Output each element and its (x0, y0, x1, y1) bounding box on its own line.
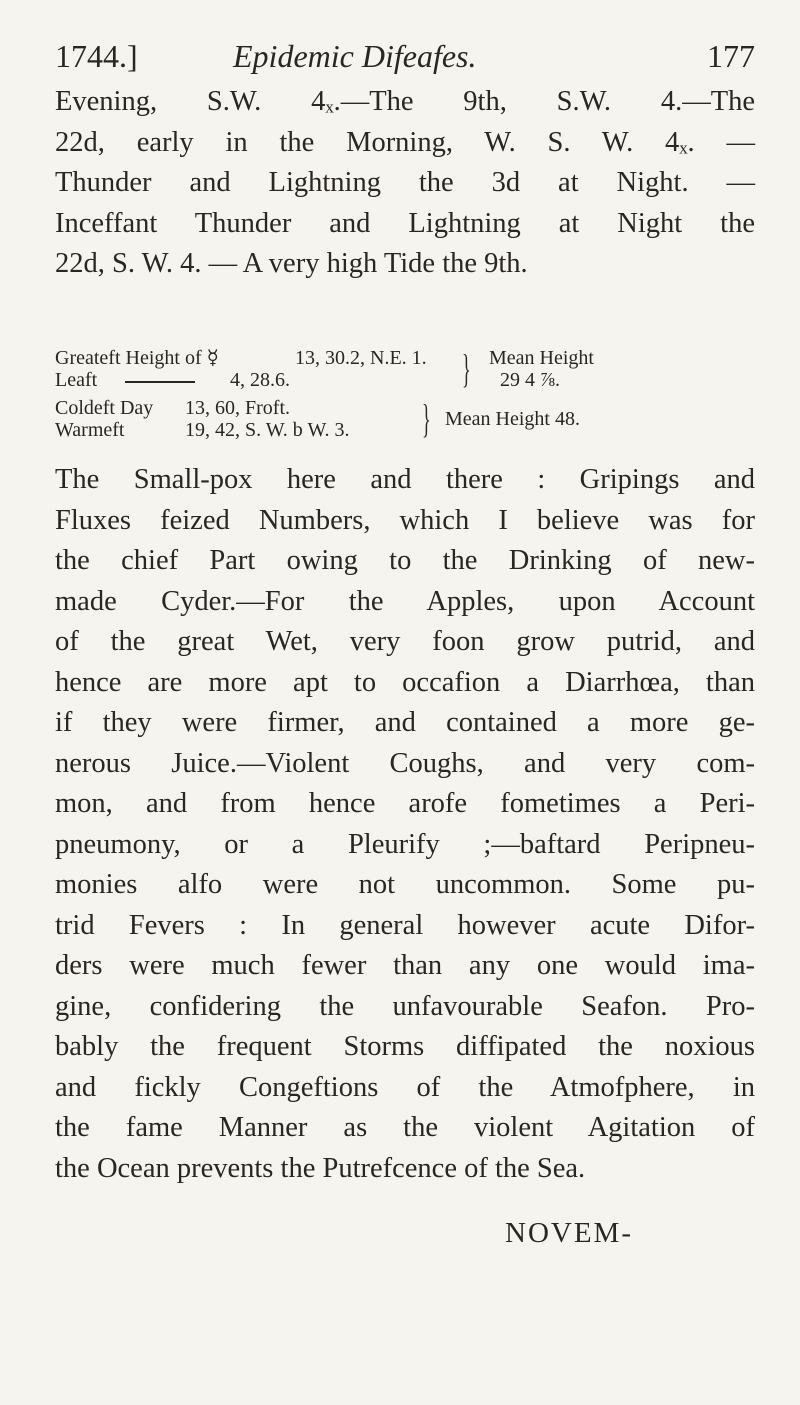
catchword: NOVEM- (505, 1217, 633, 1249)
mean-height-value: 29 4 ⅞. (500, 369, 560, 391)
text-line: Thunder and Lightning the 3d at Night. — (55, 167, 755, 198)
greatest-height-label: Greateft Height of ☿ (55, 347, 219, 369)
text-line: bably the frequent Storms diffipated the noxious (55, 1031, 755, 1062)
text-line: The Small-pox here and there : Gripings and (55, 464, 755, 495)
text-line: Fluxes feized Numbers, which I believe was for (55, 504, 755, 536)
text-line: Inceffant Thunder and Lightning at Night the (55, 207, 755, 239)
text-line: hence are more apt to occafion a Diarrhœa, than (55, 666, 755, 698)
text-line: mon, and from hence arofe fometimes a Peri- (55, 788, 755, 819)
text-line: Evening, S.W. 4ₓ.—The 9th, S.W. 4.—The (55, 86, 755, 117)
text-line: gine, confidering the unfavourable Seafon. Pro- (55, 990, 755, 1022)
text-line: the Ocean prevents the Putrefcence of the Sea. (55, 1152, 586, 1184)
text-line: 22d, early in the Morning, W. S. W. 4ₓ. — (55, 126, 755, 158)
text-line: and fickly Congeftions of the Atmofphere, in (55, 1071, 755, 1103)
text-line: pneumony, or a Pleurify ;—baftard Peripneu- (55, 828, 755, 860)
header-year: 1744.] (55, 38, 138, 74)
mean-temperature: Mean Height 48. (445, 408, 580, 430)
paragraph-diseases (55, 460, 755, 1189)
table-dash (125, 381, 195, 383)
least-height-label: Leaft (55, 369, 98, 391)
warmest-day-value: 19, 42, S. W. b W. 3. (185, 419, 350, 441)
brace-icon: } (462, 346, 471, 391)
running-header (55, 38, 755, 86)
paragraph-weather-notes (55, 82, 755, 285)
text-line: monies alfo were not uncommon. Some pu- (55, 869, 755, 900)
text-line: ders were much fewer than any one would ima- (55, 950, 755, 981)
text-line: the chief Part owing to the Drinking of new- (55, 545, 755, 576)
brace-icon: } (422, 396, 431, 441)
text-line: of the great Wet, very foon grow putrid, and (55, 626, 755, 657)
text-line: trid Fevers : In general however acute Difor- (55, 909, 755, 941)
greatest-height-value: 13, 30.2, N.E. 1. (295, 347, 427, 369)
coldest-day-label: Coldeft Day (55, 397, 154, 419)
warmest-day-label: Warmeft (55, 419, 125, 441)
text-line: made Cyder.—For the Apples, upon Account (55, 585, 755, 617)
text-line: 22d, S. W. 4. — A very high Tide the 9th. (55, 248, 528, 279)
text-line: the fame Manner as the violent Agitation of (55, 1112, 755, 1143)
coldest-day-value: 13, 60, Froft. (185, 397, 290, 419)
text-line: if they were firmer, and contained a more ge- (55, 707, 755, 738)
text-line: nerous Juice.—Violent Coughs, and very com- (55, 747, 755, 779)
mean-height-label: Mean Height (489, 347, 594, 369)
page-number: 177 (707, 38, 755, 74)
least-height-value: 4, 28.6. (230, 369, 290, 391)
header-title: Epidemic Difeafes. (233, 38, 477, 74)
